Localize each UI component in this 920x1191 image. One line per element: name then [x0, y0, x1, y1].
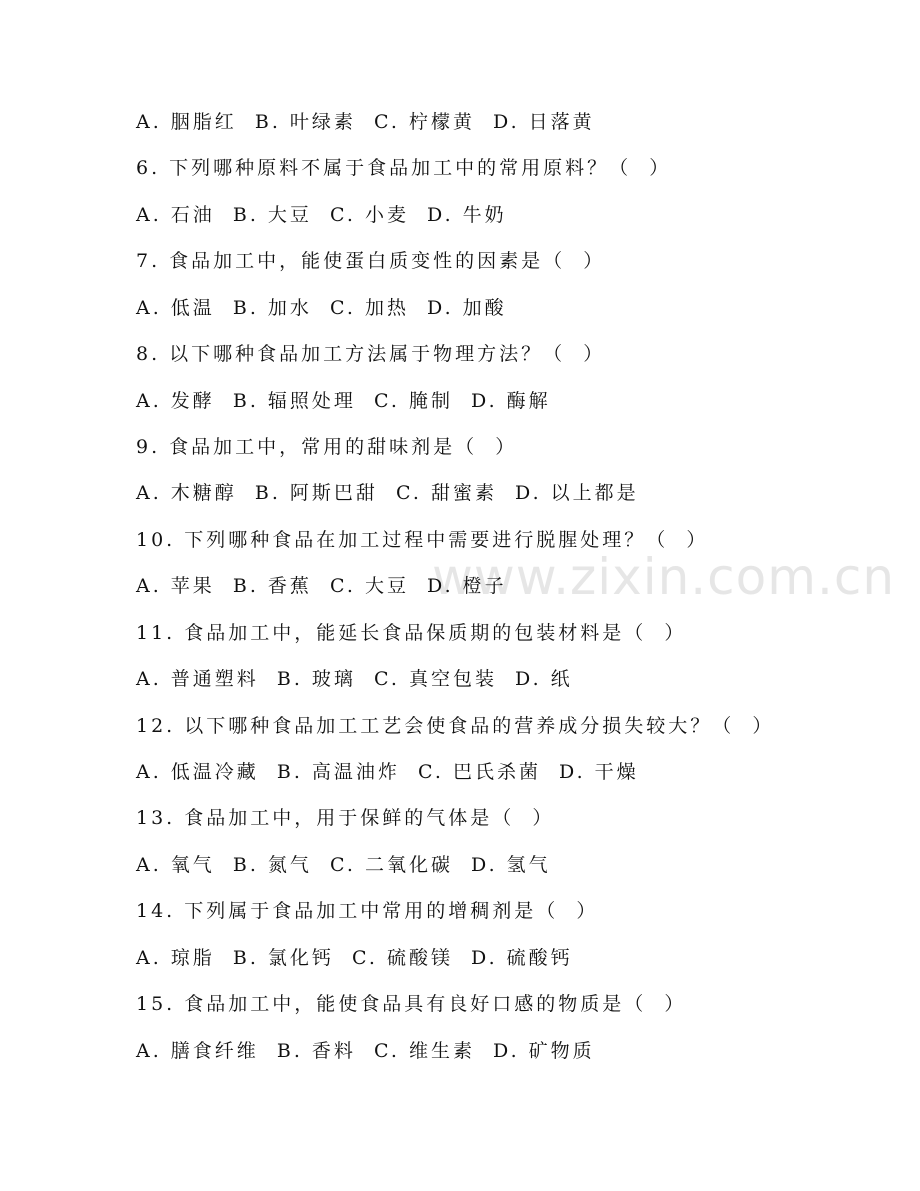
question-15: 15. 食品加工中，能使食品具有良好口感的物质是（ ） [136, 993, 687, 1015]
question-11: 11. 食品加工中，能延长食品保质期的包装材料是（ ） [136, 622, 687, 644]
options-line-q7: A. 低温 B. 加水 C. 加热 D. 加酸 [136, 297, 507, 319]
question-14: 14. 下列属于食品加工中常用的增稠剂是（ ） [136, 900, 599, 922]
question-9: 9. 食品加工中，常用的甜味剂是（ ） [136, 436, 518, 458]
question-13: 13. 食品加工中，用于保鲜的气体是（ ） [136, 807, 555, 829]
options-line-q5: A. 胭脂红 B. 叶绿素 C. 柠檬黄 D. 日落黄 [136, 111, 595, 133]
options-line-q14: A. 琼脂 B. 氯化钙 C. 硫酸镁 D. 硫酸钙 [136, 947, 573, 969]
options-line-q13: A. 氧气 B. 氮气 C. 二氧化碳 D. 氢气 [136, 854, 551, 876]
question-8: 8. 以下哪种食品加工方法属于物理方法？（ ） [136, 343, 606, 365]
options-line-q15: A. 膳食纤维 B. 香料 C. 维生素 D. 矿物质 [136, 1040, 595, 1062]
options-line-q8: A. 发酵 B. 辐照处理 C. 腌制 D. 酶解 [136, 390, 551, 412]
question-6: 6. 下列哪种原料不属于食品加工中的常用原料？（ ） [136, 157, 672, 179]
options-line-q11: A. 普通塑料 B. 玻璃 C. 真空包装 D. 纸 [136, 668, 573, 690]
watermark: www.zixin.com.cn [432, 548, 896, 606]
options-line-q9: A. 木糖醇 B. 阿斯巴甜 C. 甜蜜素 D. 以上都是 [136, 482, 639, 504]
options-line-q12: A. 低温冷藏 B. 高温油炸 C. 巴氏杀菌 D. 干燥 [136, 761, 639, 783]
question-7: 7. 食品加工中，能使蛋白质变性的因素是（ ） [136, 250, 606, 272]
options-line-q6: A. 石油 B. 大豆 C. 小麦 D. 牛奶 [136, 204, 507, 226]
question-12: 12. 以下哪种食品加工工艺会使食品的营养成分损失较大？（ ） [136, 715, 775, 737]
options-line-q10: A. 苹果 B. 香蕉 C. 大豆 D. 橙子 [136, 575, 507, 597]
question-10: 10. 下列哪种食品在加工过程中需要进行脱腥处理？（ ） [136, 529, 709, 551]
